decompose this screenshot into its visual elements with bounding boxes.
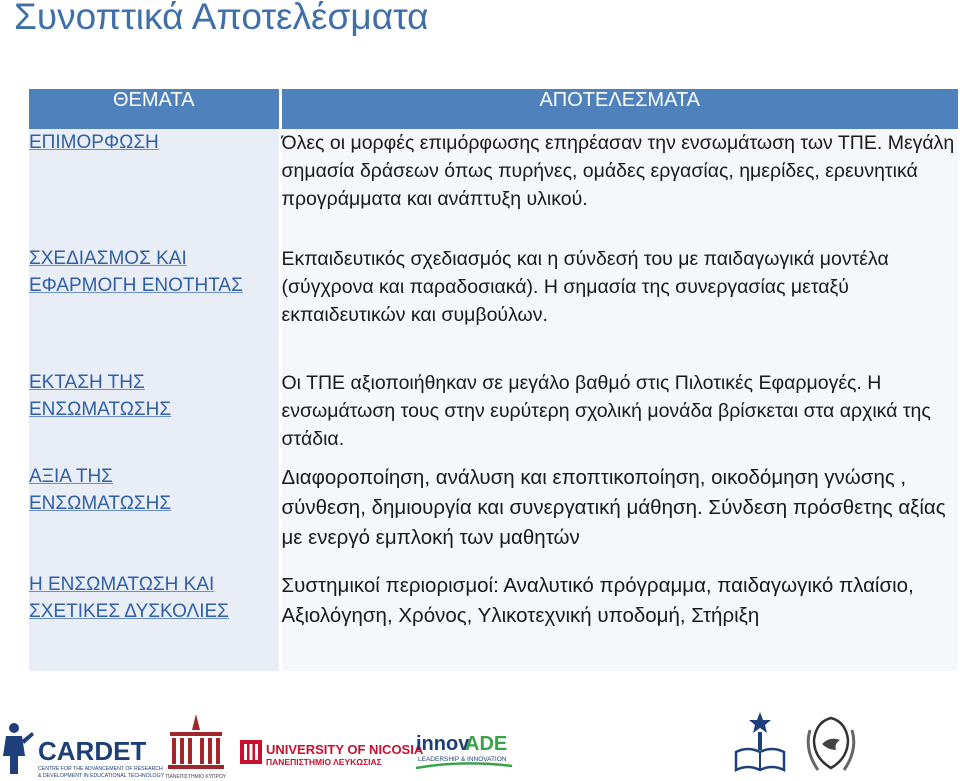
cardet-tagline-2: & DEVELOPMENT IN EDUCATIONAL TECHNOLOGY <box>38 773 165 779</box>
topic-link-value[interactable]: ΑΞΙΑ ΤΗΣ <box>29 466 113 487</box>
table-row <box>29 463 958 571</box>
results-table <box>29 89 958 671</box>
result-cell: Εκπαιδευτικός σχεδιασμός και η σύνδεσή του με παιδαγωγικά μοντέλα (σύγχρονα και παραδοσιακά). Η σημασία της συνεργασίας μεταξύ εκπαιδευτικών και συμβούλων. <box>280 245 958 369</box>
table-row <box>29 129 958 245</box>
nicosia-greek-name: ΠΑΝΕΠΙΣΤΗΜΙΟ ΛΕΥΚΩΣΙΑΣ <box>266 757 382 767</box>
page-title: Συνοπτικά Αποτελέσματα <box>14 0 429 37</box>
topic-link-design[interactable]: ΣΧΕΔΙΑΣΜΟΣ ΚΑΙ <box>29 248 187 269</box>
innovade-tagline: LEADERSHIP & INNOVATION <box>418 756 507 763</box>
innovade-wordmark-part2: ADE <box>465 733 508 755</box>
topic-link-training[interactable]: ΕΠΙΜΟΡΦΩΣΗ <box>29 132 159 153</box>
partner-logos <box>0 708 960 781</box>
topic-cell <box>29 245 280 369</box>
topic-link-value-2[interactable]: ΕΝΣΩΜΑΤΩΣΗΣ <box>29 493 172 514</box>
result-cell: Οι ΤΠΕ αξιοποιήθηκαν σε μεγάλο βαθμό στις Πιλοτικές Εφαρμογές. Η ενσωμάτωση τους στην ευρύτερη σχολική μονάδα βρίσκεται στα αρχικά της στάδια. <box>280 369 958 463</box>
cyprus-university-caption: ΠΑΝΕΠΙΣΤΗΜΙΟ ΚΥΠΡΟΥ <box>165 774 227 780</box>
topics-header: ΘΕΜΑΤΑ <box>29 89 280 129</box>
cardet-logo <box>0 712 165 780</box>
cyprus-university-emblem-icon <box>168 714 224 769</box>
topic-link-difficulties[interactable]: Η ΕΝΣΩΜΑΤΩΣΗ ΚΑΙ <box>29 574 215 595</box>
results-header: ΑΠΟΤΕΛΕΣΜΑΤΑ <box>280 89 958 129</box>
topic-link-extent[interactable]: ΕΚΤΑΣΗ ΤΗΣ <box>29 372 145 393</box>
cardet-tagline-1: CENTRE FOR THE ADVANCEMENT OF RESEARCH <box>38 766 163 772</box>
result-cell: Διαφοροποίηση, ανάλυση και εποπτικοποίηση, οικοδόμηση γνώσης , σύνθεση, δημιουργία και συνεργατική μάθηση. Σύνδεση πρόσθετης αξίας με ενεργό εμπλοκή των μαθητών <box>280 463 958 571</box>
table-row <box>29 245 958 369</box>
education-ministry-logo <box>730 708 790 781</box>
topic-link-design-2[interactable]: ΕΦΑΡΜΟΓΗ ΕΝΟΤΗΤΑΣ <box>29 275 243 296</box>
topic-cell <box>29 129 280 245</box>
nicosia-wordmark: UNIVERSITY OF NICOSIA <box>266 742 424 757</box>
topic-link-difficulties-2[interactable]: ΣΧΕΤΙΚΕΣ ΔΥΣΚΟΛΙΕΣ <box>29 601 229 622</box>
topic-link-extent-2[interactable]: ΕΝΣΩΜΑΤΩΣΗΣ <box>29 399 172 420</box>
nicosia-university-logo <box>238 734 424 774</box>
innovade-swoosh-icon <box>416 763 512 768</box>
table-row <box>29 571 958 671</box>
topic-cell <box>29 369 280 463</box>
book-emblem-icon <box>736 712 784 770</box>
topic-cell <box>29 463 280 571</box>
innovade-logo <box>412 720 522 778</box>
table-header-row <box>29 89 958 129</box>
cyprus-university-logo <box>160 708 232 781</box>
cardet-figure-icon <box>3 723 34 774</box>
dove-wreath-icon <box>808 718 854 770</box>
result-cell: Συστημικοί περιορισμοί: Αναλυτικό πρόγραμμα, παιδαγωγικό πλαίσιο, Αξιολόγηση, Χρόνος, Υλικοτεχνική υποδομή, Στήριξη <box>280 571 958 671</box>
innovade-wordmark-part1: innov <box>416 733 470 755</box>
table-row <box>29 369 958 463</box>
cyprus-republic-emblem <box>800 710 862 780</box>
nicosia-crest-icon <box>240 740 262 764</box>
topic-cell <box>29 571 280 671</box>
result-cell: Όλες οι μορφές επιμόρφωσης επηρέασαν την ενσωμάτωση των ΤΠΕ. Μεγάλη σημασία δράσεων όπως πυρήνες, ομάδες εργασίας, ημερίδες, ερευνητικά προγράμματα και ανάπτυξη υλικού. <box>280 129 958 245</box>
cardet-wordmark: CARDET <box>38 736 147 766</box>
